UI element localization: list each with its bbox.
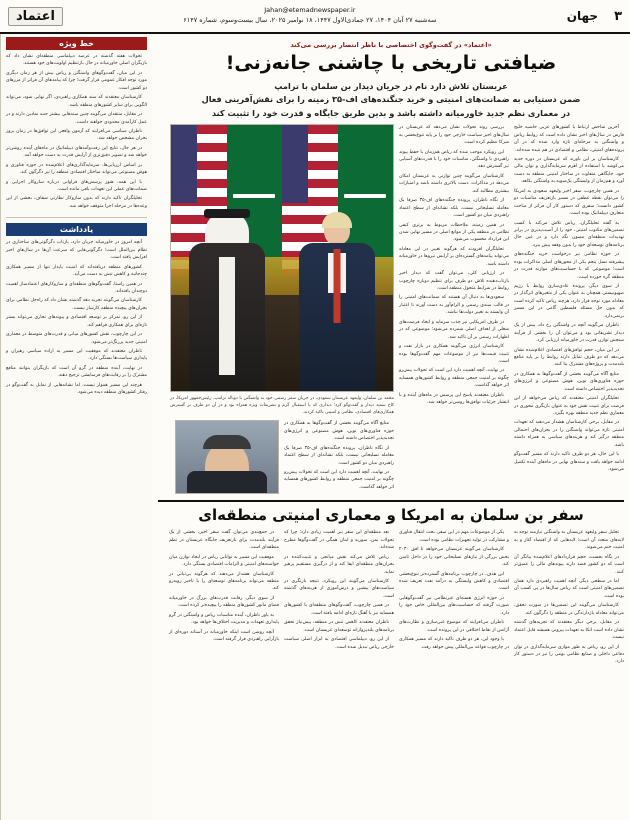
paragraph: در نهایت، آینده منطقه در گرو آن است که بازیگران بتوانند منافع مشترک را بر رقابت‌های فرسایشی ترجیح دهند. (6, 365, 147, 379)
newspaper-logo: اعتماد (8, 7, 63, 26)
paragraph: بر اساس ارزیابی‌ها، سرمایه‌گذاری‌های اعلام‌شده در حوزه فناوری و هوش مصنوعی می‌تواند ساختار اقتصادی منطقه را نیز دگرگون کند. (6, 162, 147, 176)
lead-column-4 (169, 420, 279, 494)
sidebar-block-1-title: خط ویژه (6, 37, 147, 50)
secondary-photo (175, 420, 279, 494)
story2-columns (158, 529, 624, 667)
paragraph: منابع آگاه می‌گویند بخشی از گفت‌وگو‌ها به همکاری در حوزه فناوری‌های نوین، هوش مصنوعی و انرژی‌های تجدیدپذیر اختصاص داشته است. (514, 371, 624, 392)
article-text (399, 529, 509, 651)
figure-hair (322, 212, 352, 228)
story2-column-4 (169, 529, 279, 667)
paragraph: سعودی‌ها به دنبال آن هستند که ضمانت‌های امنیتی را در قالب سندی رسمی و الزام‌آور به دست آورند تا اعتبار آن وابسته به تغییر دولت‌ها نباشد. (399, 295, 509, 316)
paragraph: یکی از موضوعات مهم در این سفر، بحث انتقال فناوری و مشارکت در تولید تجهیزات نظامی بوده است. (399, 530, 509, 543)
paragraph: کشور‌های منطقه دریافته‌اند که امنیت پایدار تنها از مسیر همکاری چندجانبه و کاهش تنش به دست می‌آید. (6, 264, 147, 278)
page-number: ۳ (614, 8, 622, 24)
story2-column-2 (399, 529, 509, 667)
paragraph: در نهایت، آنچه اهمیت دارد این است که تحولات پیش‌رو چگونه بر امنیت جمعی منطقه و روابط کشور‌های همسایه اثر خواهد گذاشت. (399, 368, 509, 389)
sidebar-block-1 (6, 37, 147, 212)
paragraph: ناظران معتقدند پاسخ این پرسش در ماه‌های آینده و با انتشار جزئیات توافق‌ها روشن‌تر خواهد شد. (399, 392, 509, 406)
paragraph: تحلیل سفر ولیعهد عربستان به واشنگتن نیازمند توجه به لایه‌های متعدد آن است؛ لایه‌هایی که از اقتصاد آغاز و به امنیت ختم می‌شوند. (514, 530, 624, 551)
paragraph: تحلیلگران افزودند که هرگونه تغییر در این معادله می‌تواند پیامد‌های گسترده‌ای بر آرایش نیرو‌ها در خاورمیانه داشته باشد. (399, 246, 509, 267)
paragraph: از نگاه ناظران، پرونده جنگنده‌های اف-۳۵ صرفا یک معامله تسلیحاتی نیست، بلکه نشانه‌ای از سطح اعتماد راهبردی میان دو کشور است. (284, 445, 394, 466)
paragraph: در ارزیابی کلی، می‌توان گفت که دیدار اخیر بازتاب‌دهنده تلاش دو طرف برای تنظیم دوباره چارچوب روابط در شرایط متحول منطقه است. (399, 271, 509, 292)
lead-column-1 (514, 124, 624, 475)
story2-column-1 (514, 529, 624, 667)
paragraph: در همین راستا، گفت‌وگو‌های منطقه‌ای و ساز‌و‌کار‌های اعتماد‌ساز اهمیت دوچندان یافته‌اند. (6, 281, 147, 294)
section-email: Jahan@etemadnewspaper.ir (264, 6, 356, 15)
paragraph: با این حال، هر دو طرف تاکید دارند که مسیر گفت‌وگو ادامه خواهد یافت و سند‌های نهایی در ماه‌های آینده تکمیل می‌شود. (514, 452, 624, 473)
paragraph: آنچه امروز در خاورمیانه جریان دارد، بازتاب دگرگونی‌های ساختاری در نظام بین‌الملل است؛ دگرگونی‌هایی که سرعت آن‌ها در سال‌های اخیر افزایش یافته است. (6, 240, 147, 261)
paragraph: کارشناسان معتقدند که سند همکاری راهبردی، اگر نهایی شود، می‌تواند الگویی برای سایر کشور‌های منطقه باشد. (6, 95, 147, 108)
paragraph: این هدف، در چارچوب برنامه‌های گسترده‌تر تنوع‌بخشی اقتصادی و کاهش وابستگی به درآمد نفت تعریف شده است. (399, 571, 509, 592)
lead-columns (158, 124, 624, 494)
paragraph: کارشناسان می‌گویند عربستان می‌خواهد تا افق ۲۰۳۰ بخش بزرگی از نیاز‌های تسلیحاتی خود را در داخل تامین کند. (399, 547, 509, 568)
paragraph: کارشناسان می‌گویند این رویکرد، نتیجه بازنگری در سیاست‌های پیشین و درس‌آموزی از هزینه‌های گذشته است. (284, 579, 394, 599)
paragraph: موفقیت این مسیر به توانایی ریاض در ایجاد توازن میان خواسته‌های امنیتی و الزامات اقتصادی بستگی دارد. (169, 554, 279, 568)
article-text (514, 124, 624, 473)
paragraph: در نگاه نخست، حجم قرارداد‌های اعلام‌شده بیانگر آن است که دو کشور قصد دارند پیوند‌های مالی را عمیق‌تر کنند. (514, 554, 624, 575)
paragraph: ناظران معتقدند که موفقیت این مسیر به اراده سیاسی رهبران و پایداری سیاست‌ها بستگی دارد. (6, 349, 147, 362)
sidebar-divider (6, 217, 147, 218)
paragraph: از این رو، تمرکز بر توسعه اقتصادی و پیوند‌های تجاری می‌تواند بستر تازه‌ای برای همکاری فراهم کند. (6, 315, 147, 328)
lead-subhead-line-3: در معماری نظم جدید خاورمیانه داشته باشد و بدین طریق جایگاه و قدرت خود را تثبیت کند (211, 107, 571, 118)
paragraph: کارشناسان می‌گویند تجربه دهه گذشته نشان داد که راه‌حل نظامی برای بحران‌های پیچیده منطقه کارساز نیست. (6, 298, 147, 311)
figure-trump (295, 215, 379, 391)
sidebar-block-1-text (6, 53, 147, 212)
lead-subhead-line-1: عربستان تلاش دارد نام در جریان دیدار بن سلمان با ترامپ (274, 80, 508, 91)
paragraph: به گفته تحلیلگران، ریاض تلاش می‌کند با کسب تضمین‌های مکتوب امنیتی، خود را از آسیب‌پذیری در برابر تهدیدات منطقه‌ای مصون نگه دارد و در عین حال برنامه‌های توسعه‌ای خود را بدون وقفه پیش ببرد. (514, 220, 624, 248)
portrait-suit (187, 471, 267, 493)
paragraph: در همین چارچوب، سفر اخیر ولیعهد سعودی به امریکا را می‌توان نقطه عطفی در مسیر بازتعریف مناسبات دو کشور دانست؛ سفری که دستور کار آن فراتر از مباحث متعارف دیپلماتیک بوده است. (514, 188, 624, 217)
paragraph: در مقابل، برخی دیگر معتقدند که تجربه‌های گذشته نشان داده است اتکا به تعهدات بیرونی همیشه قابل اعتماد نیست. (514, 620, 624, 641)
paragraph: تحولات هفته گذشته در عرصه دیپلماسی منطقه‌ای نشان داد که بازیگران اصلی خاورمیانه در حال بازتنظیم اولویت‌های خود هستند. (6, 54, 147, 67)
paragraph: در هر حال، نتایج این رفت‌و‌آمد‌های دیپلماتیک در ماه‌های آینده روشن‌تر خواهد شد و تصویر دقیق‌تری از آرایش قدرت به دست خواهد آمد. (6, 145, 147, 159)
paragraph: ریاض تلاش می‌کند نقش میانجی و تثبیت‌کننده در بحران‌های منطقه‌ای ایفا کند و از درگیری مستقیم پرهیز نماید. (284, 554, 394, 575)
paragraph: کارشناسان می‌گویند چنین توازنی به عربستان امکان می‌دهد در مذاکرات، دست بالاتری داشته باشد و امتیازات بیشتری مطالبه کند. (399, 173, 509, 194)
lead-sub-columns (169, 420, 394, 494)
paragraph: از این رو، دیپلماسی اقتصادی به ابزار اصلی سیاست خارجی ریاض تبدیل شده است. (284, 637, 394, 650)
paragraph: در این میان، حجم توافق‌های اقتصادی اعلام‌شده نشان می‌دهد که دو طرف تمایل دارند روابط را بر پایه منافع بلندمدت و پروژه‌های مشترک بنا کنند. (514, 347, 624, 368)
paragraph: در نهایت، آنچه اهمیت دارد این است که تحولات پیش‌رو چگونه بر امنیت جمعی منطقه و روابط کشور‌های همسایه اثر خواهد گذاشت. (284, 470, 394, 490)
paragraph: در همین چارچوب، گفت‌وگو‌های منطقه‌ای با کشور‌های همسایه نیز با آهنگ تازه‌ای ادامه یافته است. (284, 603, 394, 616)
paragraph: در این چارچوب، نقش کشور‌های میانی و قدرت‌های متوسط در معماری امنیتی جدید پررنگ‌تر می‌شود. (6, 332, 147, 345)
paragraph: ناظران معتقدند کاهش تنش در منطقه، پیش‌نیاز تحقق برنامه‌های بلندپروازانه توسعه‌ای عربستان است. (284, 620, 394, 633)
lead-subhead (176, 80, 606, 121)
article-text (514, 529, 624, 665)
paragraph: در مقابل، برخی کارشناسان هشدار می‌دهند که تعهدات امنیتی تازه می‌تواند واشنگتن را در بحران‌های احتمالی منطقه درگیر کند و هزینه‌های سیاسی به همراه داشته باشد. (514, 420, 624, 448)
paragraph: با وجود این، هر دو طرف تاکید دارند که مسیر همکاری در چارچوب قواعد بین‌المللی پیش خواهد رفت. (399, 637, 509, 650)
masthead (0, 0, 630, 34)
paragraph: هرچند این مسیر هموار نیست، اما نشانه‌هایی از تمایل به گفت‌وگو در رفتار کشور‌های منطقه دیده می‌شود. (6, 382, 147, 396)
main-content (152, 34, 630, 820)
lead-column-2 (399, 124, 509, 408)
paragraph: از سوی دیگر، پرونده عادی‌سازی روابط با رژیم صهیونیستی همچنان به عنوان یکی از متغیر‌های اثرگذار در معادله مورد توجه قرار دارد، هرچند ریاض تاکید کرده است که بدون حل مسئله فلسطین گامی در این مسیر برنمی‌دارد. (514, 284, 624, 319)
paragraph: تحلیلگران امنیتی معتقدند که ریاض می‌خواهد از این فرصت برای تثبیت نقش خود به عنوان بازیگری محوری در معماری نظم جدید منطقه بهره بگیرد. (514, 396, 624, 417)
lead-column-3 (284, 420, 394, 493)
article-text (284, 420, 394, 491)
paragraph: آخرین شاخص ارتباط با کشور‌های عربی حاشیه خلیج فارس در سال‌های اخیر نشان داده است که روابط ریاض و واشنگتن به مرحله‌ای تازه وارد شده که در آن پرونده‌های امنیتی، نظامی و اقتصادی در هم تنیده شده‌اند. (514, 125, 624, 153)
paragraph: در مقابل، منتقدان می‌گویند چنین سند‌هایی بیشتر جنبه نمادین دارند و در عمل کارآمدی محدودی خواهند داشت. (6, 112, 147, 125)
necktie-icon (334, 249, 341, 323)
paragraph: آنچه روشن است اینکه خاورمیانه در آستانه دوره‌ای از بازآرایی راهبردی قرار گرفته است. (169, 629, 279, 643)
paragraph: ناظران می‌افزایند که موضوع غنی‌سازی و نظارت‌های آژانس از نقاط اختلافی در این پرونده است. (399, 620, 509, 633)
paragraph: به باور ناظران، آینده مناسبات ریاض و واشنگتن در گرو پایداری تعهدات و مدیریت اختلاف‌ها خواهد بود. (169, 612, 279, 626)
paragraph: از این رو، ریاض به طور موازی سرمایه‌گذاری در توان دفاعی داخلی و صنایع نظامی بومی را نیز در دستور کار دارد. (514, 644, 624, 665)
page-body (0, 34, 630, 820)
portrait-hair (203, 435, 251, 449)
story2-column-3 (284, 529, 394, 667)
paragraph: این رویکرد موجب شده که ریاض هم‌زمان با حفظ پیوند راهبردی با واشنگتن، مناسبات خود را با قدرت‌های آسیایی نیز گسترش دهد. (399, 149, 509, 170)
sidebar (0, 34, 152, 820)
paragraph: ناظران می‌گویند آنچه در واشنگتن رخ داد، بیش از یک دیدار تشریفاتی بود و می‌توان آن را بخشی از فرآیند سنجش توازن قدرت در خاورمیانه ارزیابی کرد. (514, 323, 624, 344)
masthead-right (8, 7, 63, 26)
paragraph: از نگاه ناظران، پرونده جنگنده‌های اف-۳۵ صرفا یک معامله تسلیحاتی نیست، بلکه نشانه‌ای از سطح اعتماد راهبردی میان دو کشور است. (399, 198, 509, 219)
paragraph: کارشناسان بر این باورند که عربستان در دوره جدید می‌کوشد با استفاده از اهرم سرمایه‌گذاری و توان مالی خود، جایگاهی متفاوت در ساختار امنیتی منطقه به دست آورد و هم‌زمان از وابستگی یک‌سویه به واشنگتن بکاهد. (514, 157, 624, 185)
paragraph: کارشناسان انرژی می‌گویند همکاری در بازار نفت و تثبیت قیمت‌ها نیز از موضوعات مهم گفت‌وگو‌ها بوده است. (399, 344, 509, 364)
lead-kicker: «اعتماد» در گفت‌وگوی اختصاصی با ناظر انتصار بررسی می‌کند (290, 41, 492, 49)
paragraph: با این همه، هنوز پرسش‌های فراوانی درباره سازوکار اجرایی و ضمانت‌های عملی این تعهدات باقی مانده است. (6, 179, 147, 192)
lead-subhead-line-2: ضمن دستیابی به ضمانت‌های امنیتی و خرید جنگنده‌های اف-۳۵ زمینه را برای نقش‌آفرینی فعال (201, 94, 581, 105)
article-text (169, 529, 279, 643)
paragraph: ناظران سیاسی می‌افزایند که آزمون واقعی این توافق‌ها در زمان بروز بحران مشخص خواهد شد. (6, 128, 147, 142)
sidebar-block-2 (6, 223, 147, 398)
paragraph: بعد منطقه‌ای این سفر نیز اهمیت زیادی دارد؛ چرا که تحولات یمن، سوریه و لبنان همگی در گفت‌وگو‌ها مطرح شده‌اند. (284, 530, 394, 551)
paragraph: کارشناسان می‌گویند این تضمین‌ها در صورت تحقق، می‌تواند معادله بازدارندگی در منطقه را دگرگون کند. (514, 603, 624, 616)
sidebar-block-2-text (6, 239, 147, 398)
article-text (284, 529, 394, 651)
paragraph: در طرف امریکایی نیز جذب سرمایه و ایجاد فرصت‌های شغلی از اهداف اصلی شمرده می‌شود؛ موضوعی که در اظهارات رسمی بر آن تاکید شد. (399, 319, 509, 340)
masthead-center (183, 6, 436, 26)
paragraph: منابع آگاه می‌گویند بخشی از گفت‌وگو‌ها به همکاری در حوزه فناوری‌های نوین، هوش مصنوعی و انرژی‌های تجدیدپذیر اختصاص داشته است. (284, 421, 394, 442)
section-title: جهان (566, 9, 599, 23)
headband-icon (204, 209, 250, 218)
figure-body (189, 243, 265, 391)
lead-photo-block (169, 124, 394, 494)
paragraph: از سوی دیگر، رقابت قدرت‌های بزرگ در خاورمیانه فضای مانور کشور‌های منطقه را پیچیده‌تر کرده است. (169, 595, 279, 609)
masthead-left (557, 9, 622, 24)
paragraph: بررسی روند تحولات نشان می‌دهد که عربستان در سال‌های اخیر سیاست خارجی خود را بر پایه تنوع‌بخشی به شرکا تنظیم کرده است. (399, 125, 509, 146)
paragraph: در جمع‌بندی می‌توان گفت سفر اخیر، بخشی از یک فرآیند بلندمدت برای بازتعریف جایگاه عربستان در نظم منطقه‌ای است. (169, 530, 279, 551)
figure-bin-salman (185, 215, 269, 391)
paragraph: در حوزه نظامی نیز درخواست خرید جنگنده‌های پیشرفته نسل پنجم یکی از محور‌های اصلی مذاکرات بوده است؛ موضوعی که با حساسیت‌های موازنه قدرت در منطقه گره خورده است. (514, 252, 624, 280)
paragraph: اما در سطحی دیگر، آنچه اهمیت راهبردی دارد همان تضمین‌های امنیتی است که ریاض سال‌ها در پی کسب آن بوده است. (514, 579, 624, 599)
story2-headline: سفر بن سلمان به امریکا و معماری امنیتی منطقه‌ای (198, 506, 584, 525)
paragraph: کارشناسان هشدار می‌دهند که هرگونه بی‌ثباتی در منطقه می‌تواند برنامه‌های توسعه‌ای را با تاخیر روبه‌رو کند. (169, 571, 279, 592)
sidebar-block-2-title: یادداشت (6, 223, 147, 236)
section-divider (158, 500, 624, 502)
photo-caption: محمد بن سلمان، ولیعهد عربستان سعودی، در جریان سفر رسمی خود به واشنگتن با دونالد ترامپ، رئیس‌جمهور امریکا، در کاخ سفید دیدار و گفت‌وگو کرد؛ دیداری که با استقبال گرم و تشریفات ویژه همراه بود و در آن دو طرف بر گسترش همکاری‌های اقتصادی، نظامی و امنیتی تاکید کردند. (170, 396, 394, 416)
lead-headline: ضیافتی تاریخی با چاشنی جانه‌زنی! (225, 52, 557, 74)
lead-photo (170, 124, 394, 392)
article-text (399, 124, 509, 406)
paragraph: تحلیلگران تاکید دارند که بدون سازوکار نظارتی شفاف، بخشی از این وعده‌ها در مرحله اجرا متوقف خواهد شد. (6, 196, 147, 209)
issue-date-line: سه‌شنبه ۲۷ آبان ۱۴۰۴، ۲۷ جمادی‌الاول ۱۴۴۷، ۱۸ نوامبر ۲۰۲۵، سال بیست‌وسوم، شماره ۶۱۴۷ (183, 16, 437, 24)
paragraph: در حوزه انرژی هسته‌ای غیرنظامی نیز گفت‌وگو‌هایی صورت گرفته که حساسیت‌های بین‌المللی خاص خود را دارد. (399, 595, 509, 616)
paragraph: در این میان، گفت‌وگو‌های واشنگتن و ریاض بیش از هر زمان دیگری مورد توجه افکار عمومی قرار گرفت؛ چرا که پیامد‌های آن فراتر از مرز‌های دو کشور است. (6, 70, 147, 91)
paragraph: در همین زمینه، ملاحظات مربوط به برتری کیفی نظامی در منطقه یکی از موانع اصلی در مسیر نهایی شدن این قرارداد محسوب می‌شود. (399, 222, 509, 243)
